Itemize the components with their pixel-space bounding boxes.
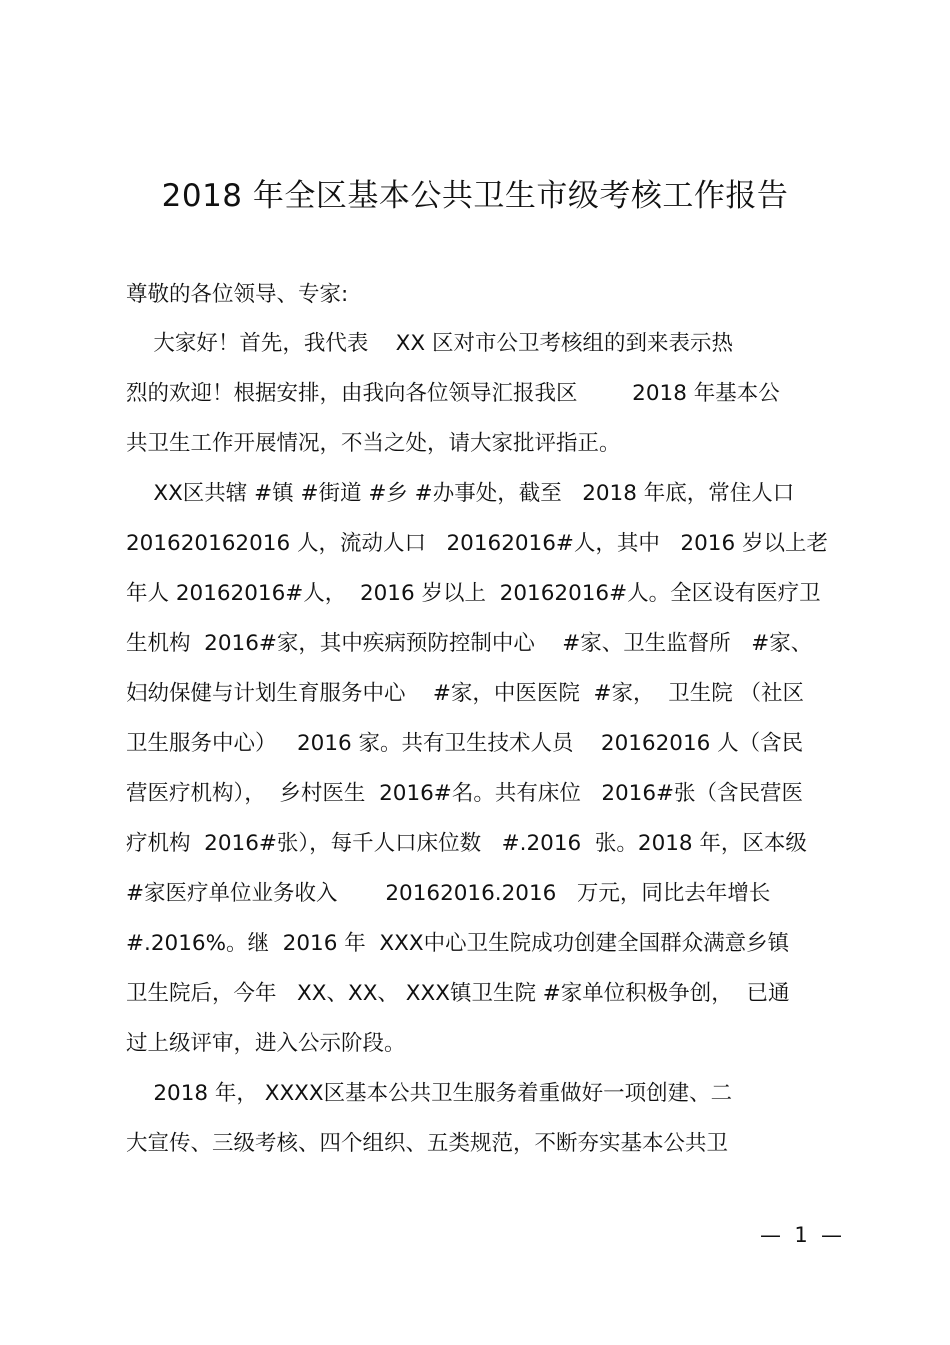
body-line: 年人 20162016#人， 2016 岁以上 20162016#人。全区设有医疗卫 bbox=[126, 581, 821, 606]
body-line: 卫生服务中心） 2016 家。共有卫生技术人员 20162016 人（含民 bbox=[126, 731, 804, 756]
body-line: 卫生院后，今年 XX、XX、 XXX镇卫生院 #家单位积极争创， 已通 bbox=[126, 981, 790, 1006]
body-line: 疗机构 2016#张），每千人口床位数 #.2016 张。2018 年，区本级 bbox=[126, 831, 807, 856]
body-line: 共卫生工作开展情况，不当之处，请大家批评指正。 bbox=[126, 431, 621, 456]
body-line: #家医疗单位业务收入 20162016.2016 万元，同比去年增长 bbox=[126, 881, 771, 906]
body-line: 营医疗机构）， 乡村医生 2016#名。共有床位 2016#张（含民营医 bbox=[126, 781, 804, 806]
salutation: 尊敬的各位领导、专家: bbox=[126, 282, 349, 307]
body-line: XX区共辖 #镇 #街道 #乡 #办事处，截至 2018 年底，常住人口 bbox=[126, 481, 795, 506]
body-line: 生机构 2016#家，其中疾病预防控制中心 #家、卫生监督所 #家、 bbox=[126, 631, 813, 656]
body-line: 2018 年， XXXX区基本公共卫生服务着重做好一项创建、二 bbox=[126, 1081, 733, 1106]
body-line: #.2016%。继 2016 年 XXX中心卫生院成功创建全国群众满意乡镇 bbox=[126, 931, 790, 956]
body-line: 大家好！首先，我代表 XX 区对市公卫考核组的到来表示热 bbox=[126, 331, 733, 356]
document-title: 2018 年全区基本公共卫生市级考核工作报告 bbox=[161, 178, 789, 214]
body-line: 201620162016 人，流动人口 20162016#人，其中 2016 岁以上老 bbox=[126, 531, 828, 556]
body-line: 过上级评审，进入公示阶段。 bbox=[126, 1031, 406, 1056]
body-line: 烈的欢迎！根据安排，由我向各位领导汇报我区 2018 年基本公 bbox=[126, 381, 780, 406]
page-number: — 1 — bbox=[760, 1223, 843, 1247]
body-line: 妇幼保健与计划生育服务中心 #家，中医医院 #家， 卫生院 （社区 bbox=[126, 681, 805, 706]
body-line: 大宣传、三级考核、四个组织、五类规范，不断夯实基本公共卫 bbox=[126, 1131, 729, 1156]
